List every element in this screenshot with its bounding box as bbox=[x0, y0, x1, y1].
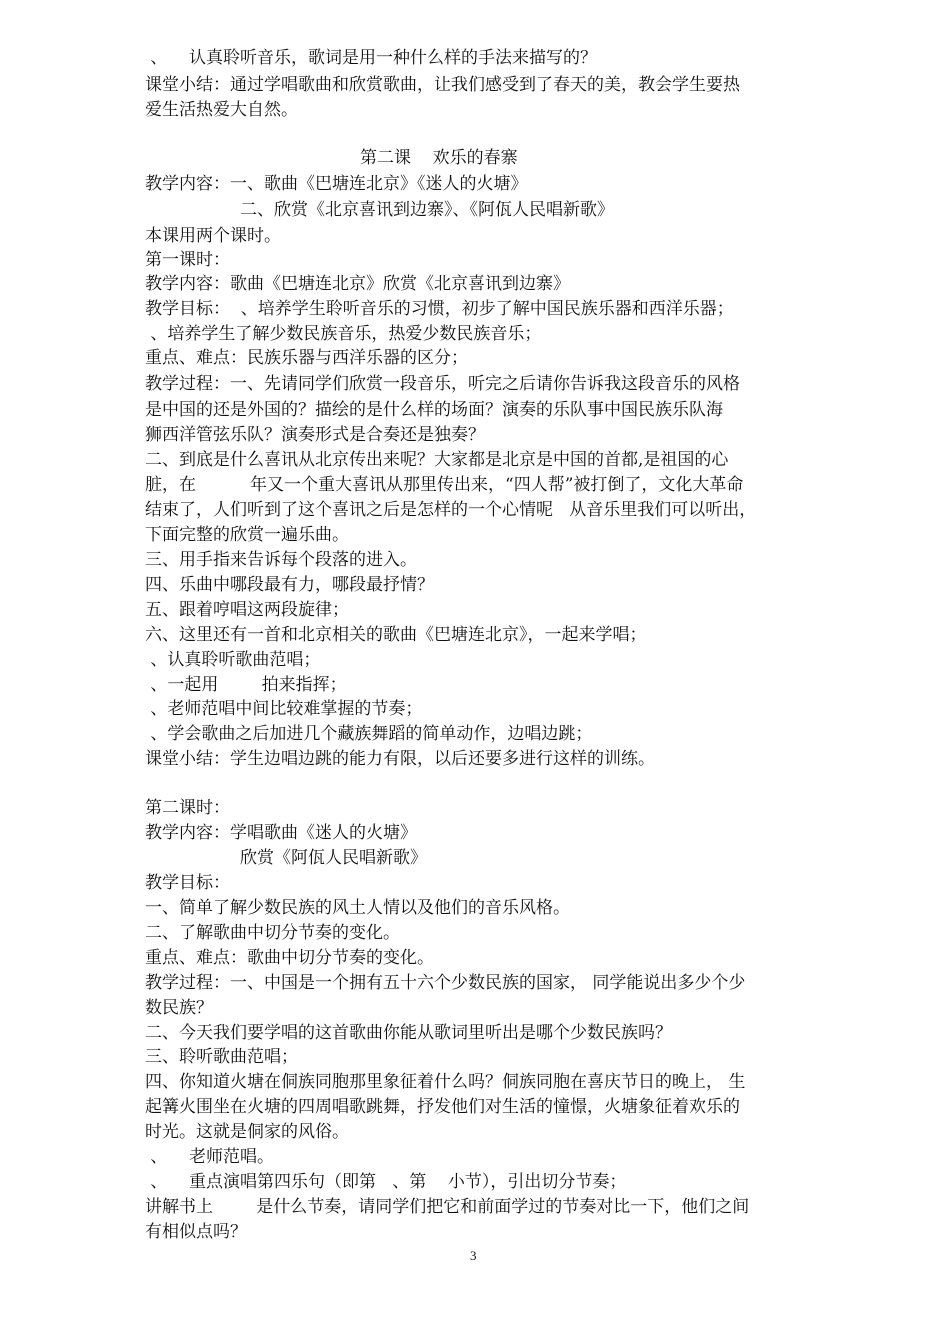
text-line: 一、简单了解少数民族的风土人情以及他们的音乐风格。 bbox=[145, 898, 570, 918]
text-line: 课堂小结：通过学唱歌曲和欣赏歌曲，让我们感受到了春天的美，教会学生要热 bbox=[145, 75, 740, 95]
text-line: 课堂小结：学生边唱边跳的能力有限，以后还要多进行这样的训练。 bbox=[145, 749, 655, 769]
lesson-title: 第二课 欢乐的春寨 bbox=[360, 148, 518, 168]
text-line: 教学过程：一、先请同学们欣赏一段音乐，听完之后请你告诉我这段音乐的风格 bbox=[145, 374, 740, 394]
text-line: 起篝火围坐在火塘的四周唱歌跳舞，抒发他们对生活的憧憬，火塘象征着欢乐的 bbox=[145, 1097, 740, 1117]
text-line: 重点、难点：民族乐器与西洋乐器的区分； bbox=[145, 348, 468, 368]
text-line: 欣赏《阿佤人民唱新歌》 bbox=[240, 848, 427, 868]
text-line: 本课用两个课时。 bbox=[145, 226, 281, 246]
text-line: 教学目标： bbox=[145, 873, 230, 893]
text-line: 二、了解歌曲中切分节奏的变化。 bbox=[145, 923, 400, 943]
text-line: 狮西洋管弦乐队？演奏形式是合奏还是独奏？ bbox=[145, 425, 485, 445]
text-line: 教学内容：一、歌曲《巴塘连北京》《迷人的火塘》 bbox=[145, 174, 528, 194]
section-heading: 第一课时： bbox=[145, 250, 230, 270]
text-line: 有相似点吗？ bbox=[145, 1222, 247, 1242]
text-line: 、一起用 拍来指挥； bbox=[145, 675, 347, 695]
text-line: 、 认真聆听音乐，歌词是用一种什么样的手法来描写的？ bbox=[145, 48, 598, 68]
text-line: 教学过程：一、中国是一个拥有五十六个少数民族的国家， 同学能说出多少个少 bbox=[145, 973, 746, 993]
section-heading: 第二课时： bbox=[145, 798, 230, 818]
text-line: 六、这里还有一首和北京相关的歌曲《巴塘连北京》，一起来学唱； bbox=[145, 625, 647, 645]
text-line: 讲解书上 是什么节奏，请同学们把它和前面学过的节奏对比一下，他们之间 bbox=[145, 1197, 750, 1217]
text-line: 四、乐曲中哪段最有力，哪段最抒情？ bbox=[145, 575, 434, 595]
text-line: 是中国的还是外国的？描绘的是什么样的场面？演奏的乐队事中国民族乐队海 bbox=[145, 400, 723, 420]
text-line: 下面完整的欣赏一遍乐曲。 bbox=[145, 525, 349, 545]
text-line: 三、聆听歌曲范唱； bbox=[145, 1047, 298, 1067]
text-line: 教学内容：歌曲《巴塘连北京》欣赏《北京喜讯到边寨》 bbox=[145, 274, 570, 294]
text-line: 、学会歌曲之后加进几个藏族舞蹈的简单动作，边唱边跳； bbox=[145, 724, 593, 744]
text-line: 脏，在 年又一个重大喜讯从那里传出来，“四人帮”被打倒了，文化大革命 bbox=[145, 475, 744, 495]
text-line: 、 老师范唱。 bbox=[145, 1147, 275, 1167]
text-line: 爱生活热爱大自然。 bbox=[145, 100, 298, 120]
text-line: 二、到底是什么喜讯从北京传出来呢？大家都是北京是中国的首都,是祖国的心 bbox=[145, 450, 729, 470]
text-line: 、 重点演唱第四乐句（即第 、第 小节），引出切分节奏； bbox=[145, 1172, 627, 1192]
text-line: 、老师范唱中间比较难掌握的节奏； bbox=[145, 699, 423, 719]
text-line: 结束了，人们听到了这个喜讯之后是怎样的一个心情呢 从音乐里我们可以听出， bbox=[145, 500, 757, 520]
text-line: 四、你知道火塘在侗族同胞那里象征着什么吗？侗族同胞在喜庆节日的晚上， 生 bbox=[145, 1072, 746, 1092]
text-line: 重点、难点：歌曲中切分节奏的变化。 bbox=[145, 948, 434, 968]
text-line: 二、欣赏《北京喜讯到边寨》、《阿佤人民唱新歌》 bbox=[240, 200, 614, 220]
text-line: 二、今天我们要学唱的这首歌曲你能从歌词里听出是哪个少数民族吗？ bbox=[145, 1023, 672, 1043]
text-line: 数民族？ bbox=[145, 998, 213, 1018]
text-line: 时光。这就是侗家的风俗。 bbox=[145, 1122, 349, 1142]
page-number: 3 bbox=[470, 1248, 477, 1263]
text-line: 五、跟着哼唱这两段旋律； bbox=[145, 600, 349, 620]
text-line: 三、用手指来告诉每个段落的进入。 bbox=[145, 550, 417, 570]
text-line: 教学目标： 、培养学生聆听音乐的习惯，初步了解中国民族乐器和西洋乐器； bbox=[145, 299, 734, 319]
text-line: 、认真聆听歌曲范唱； bbox=[145, 650, 321, 670]
text-line: 、培养学生了解少数民族音乐，热爱少数民族音乐； bbox=[145, 324, 542, 344]
text-line: 教学内容：学唱歌曲《迷人的火塘》 bbox=[145, 823, 417, 843]
